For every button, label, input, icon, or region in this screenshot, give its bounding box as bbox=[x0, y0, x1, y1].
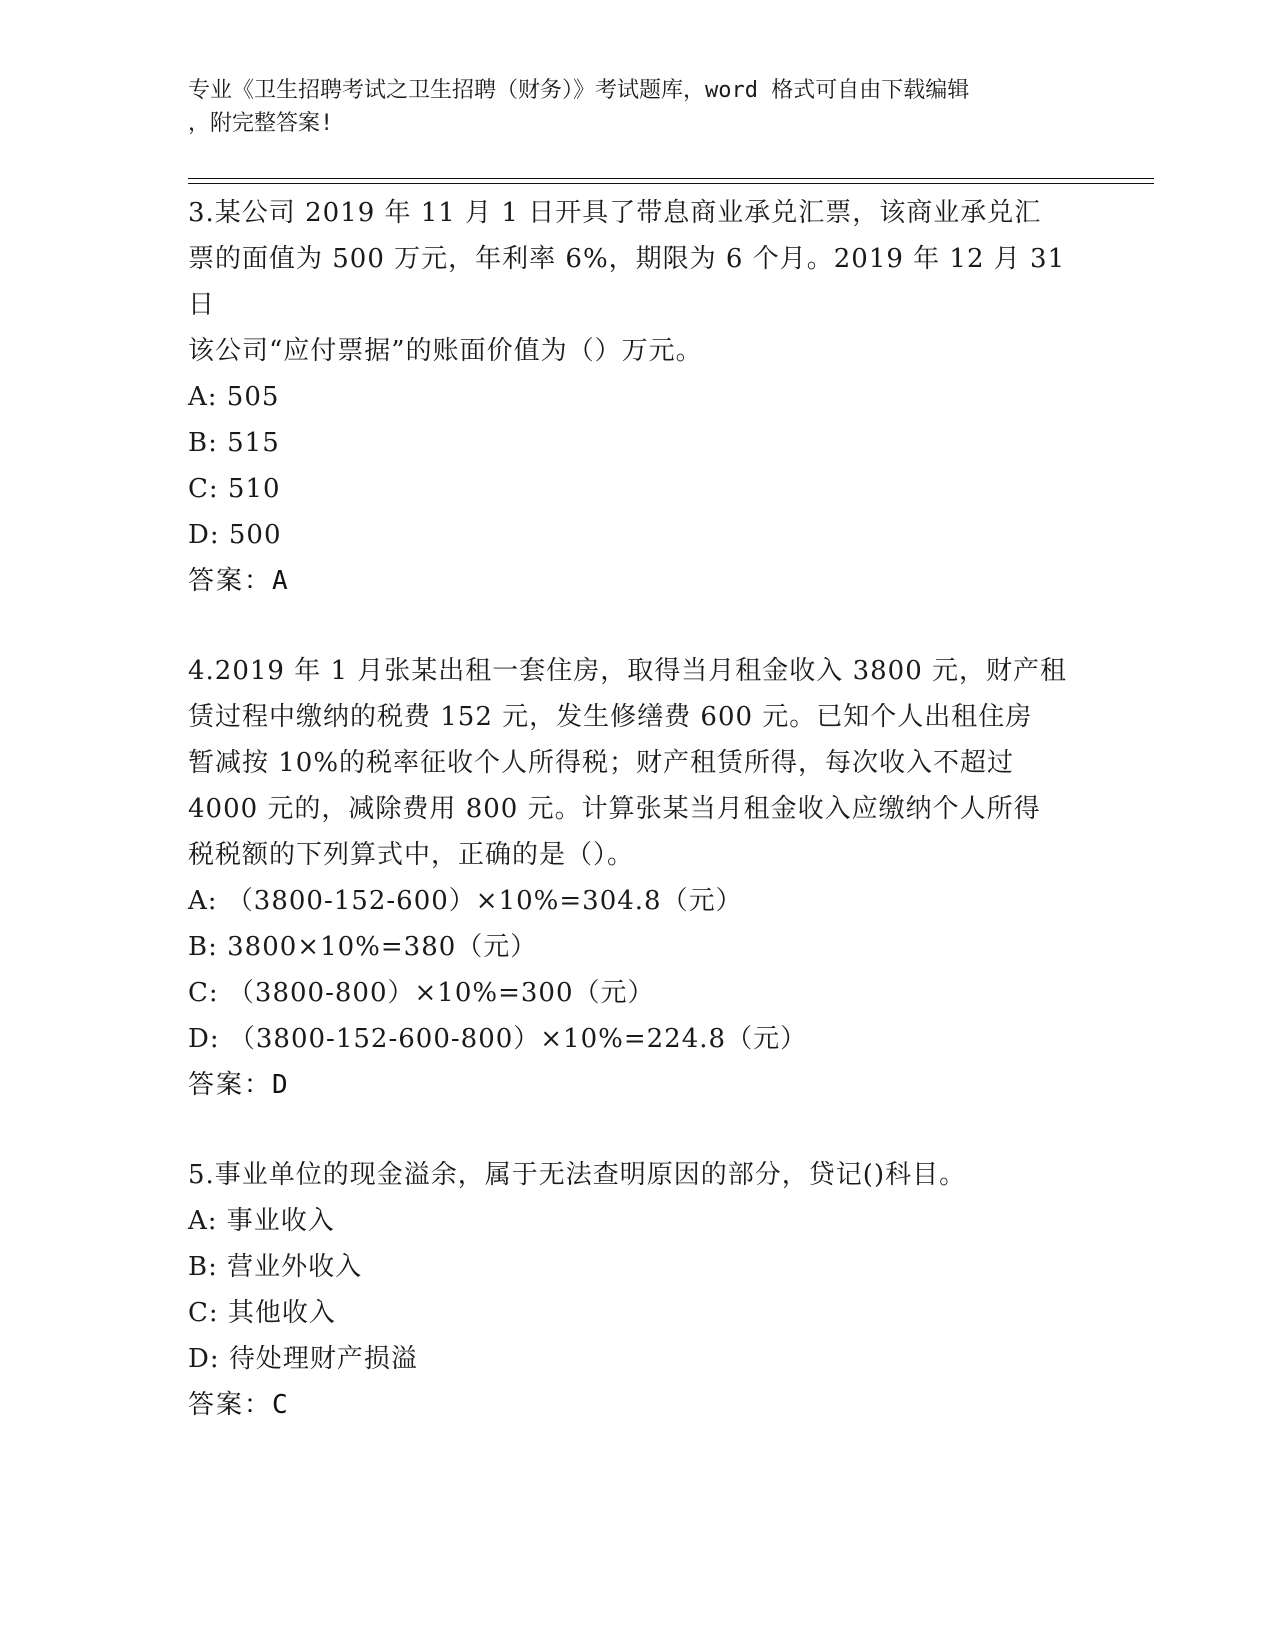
question-stem bbox=[188, 190, 1088, 374]
option-c: C: 510 bbox=[188, 474, 281, 504]
answer bbox=[188, 1062, 1088, 1108]
question-stem bbox=[188, 648, 1088, 878]
stem-line: 5.事业单位的现金溢余，属于无法查明原因的部分，贷记()科目。 bbox=[188, 1160, 967, 1190]
header-line-2: ，附完整答案! bbox=[188, 111, 334, 136]
answer-label: 答案： bbox=[188, 1070, 273, 1100]
stem-line: 该公司“应付票据”的账面价值为（）万元。 bbox=[188, 336, 703, 366]
option-d: D: 待处理财产损溢 bbox=[188, 1344, 418, 1374]
option-b: B: 营业外收入 bbox=[188, 1252, 363, 1282]
header-line-1: 专业《卫生招聘考试之卫生招聘（财务）》考试题库，word 格式可自由下载编辑 bbox=[188, 78, 970, 103]
question-4 bbox=[188, 648, 1088, 1108]
stem-line: 税税额的下列算式中，正确的是（）。 bbox=[188, 840, 635, 870]
stem-line: 3.某公司 2019 年 11 月 1 日开具了带息商业承兑汇票，该商业承兑汇 bbox=[188, 198, 1042, 228]
stem-line: 暂减按 10%的税率征收个人所得税；财产租赁所得，每次收入不超过 bbox=[188, 748, 1015, 778]
answer-value: C bbox=[272, 1390, 288, 1420]
answer-label: 答案： bbox=[188, 1390, 273, 1420]
stem-line: 票的面值为 500 万元，年利率 6%，期限为 6 个月。2019 年 12 月 31 日 bbox=[188, 244, 1066, 320]
option-b: B: 515 bbox=[188, 428, 280, 458]
question-3 bbox=[188, 190, 1088, 604]
question-5 bbox=[188, 1152, 1088, 1428]
question-stem bbox=[188, 1152, 1088, 1198]
answer-label: 答案： bbox=[188, 566, 273, 596]
option-a: A: （3800-152-600）×10%=304.8（元） bbox=[188, 886, 743, 916]
option-c: C: 其他收入 bbox=[188, 1298, 336, 1328]
answer-value: A bbox=[272, 566, 288, 596]
header-divider-bottom bbox=[188, 183, 1154, 184]
option-d: D: 500 bbox=[188, 520, 282, 550]
option-b: B: 3800×10%=380（元） bbox=[188, 932, 538, 962]
option-c: C: （3800-800）×10%=300（元） bbox=[188, 978, 655, 1008]
answer-value: D bbox=[272, 1070, 288, 1100]
stem-line: 赁过程中缴纳的税费 152 元，发生修缮费 600 元。已知个人出租住房 bbox=[188, 702, 1033, 732]
option-d: D: （3800-152-600-800）×10%=224.8（元） bbox=[188, 1024, 808, 1054]
option-a: A: 事业收入 bbox=[188, 1206, 335, 1236]
document-header bbox=[188, 74, 1068, 140]
stem-line: 4000 元的，减除费用 800 元。计算张某当月租金收入应缴纳个人所得 bbox=[188, 794, 1041, 824]
question-list bbox=[188, 190, 1088, 1472]
stem-line: 4.2019 年 1 月张某出租一套住房，取得当月租金收入 3800 元，财产租 bbox=[188, 656, 1068, 686]
answer bbox=[188, 1382, 1088, 1428]
option-a: A: 505 bbox=[188, 382, 280, 412]
answer bbox=[188, 558, 1088, 604]
header-divider-top bbox=[188, 178, 1154, 179]
